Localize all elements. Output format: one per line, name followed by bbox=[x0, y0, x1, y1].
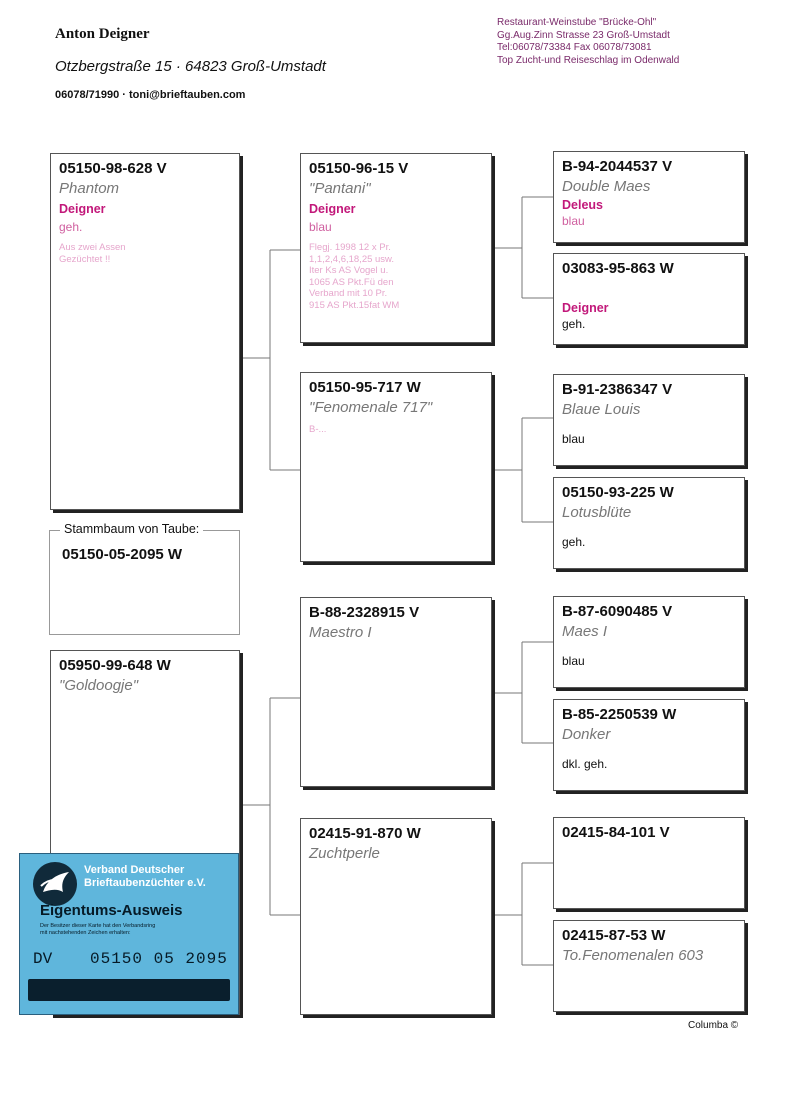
card-note: Der Besitzer dieser Karte hat den Verbandsring mit nachstehenden Zeichen erhalten: bbox=[40, 923, 156, 936]
pedigree-box-fmm[interactable] bbox=[553, 477, 745, 569]
pigeon-note: Flegj. 1998 12 x Pr. 1,1,2,4,6,18,25 usw. Iter Ks AS Vogel u. 1065 AS Pkt.Fü den Verband mit 10 Pr. 915 AS Pkt.15fat WM bbox=[309, 242, 400, 311]
ownership-card bbox=[19, 853, 239, 1015]
ring-number: 05150-96-15 V bbox=[309, 160, 409, 177]
ring-number: 05150-95-717 W bbox=[309, 379, 421, 396]
ring-number: 02415-84-101 V bbox=[562, 824, 670, 841]
pigeon-color: B-... bbox=[309, 424, 327, 435]
pigeon-color: blau bbox=[562, 214, 585, 228]
pedigree-box-mm[interactable] bbox=[300, 818, 492, 1015]
pedigree-box-mfm[interactable] bbox=[553, 699, 745, 791]
pigeon-color: blau bbox=[562, 654, 585, 668]
pigeon-name: Maes I bbox=[562, 623, 608, 640]
pigeon-name: Double Maes bbox=[562, 178, 651, 195]
ring-number: B-94-2044537 V bbox=[562, 158, 673, 175]
pedigree-box-father[interactable] bbox=[50, 153, 240, 510]
footer-credit: Columba © bbox=[688, 1020, 739, 1031]
pigeon-name: To.Fenomenalen 603 bbox=[562, 947, 704, 964]
pedigree-box-mf[interactable] bbox=[300, 597, 492, 787]
pigeon-name: Maestro I bbox=[309, 624, 372, 641]
pigeon-name: Zuchtperle bbox=[309, 845, 380, 862]
pedigree-box-fm[interactable] bbox=[300, 372, 492, 562]
ring-number: 05950-99-648 W bbox=[59, 657, 171, 674]
ring-number: 03083-95-863 W bbox=[562, 260, 674, 277]
ring-number: 02415-91-870 W bbox=[309, 825, 421, 842]
sponsor-line: Restaurant-Weinstube "Brücke-Ohl" bbox=[497, 17, 657, 28]
breeder-name: Deleus bbox=[562, 198, 603, 212]
pigeon-name: "Fenomenale 717" bbox=[309, 399, 433, 416]
stammbaum-ring: 05150-05-2095 W bbox=[62, 546, 183, 563]
pigeon-name: "Goldoogje" bbox=[59, 677, 139, 694]
breeder-name: Deigner bbox=[309, 202, 356, 216]
sponsor-line: Top Zucht-und Reiseschlag im Odenwald bbox=[497, 54, 680, 66]
ring-number: B-87-6090485 V bbox=[562, 603, 673, 620]
pigeon-color: dkl. geh. bbox=[562, 757, 608, 771]
pigeon-name: Blaue Louis bbox=[562, 401, 641, 418]
pigeon-logo-icon bbox=[33, 862, 77, 906]
pedigree-box-ffm[interactable] bbox=[553, 253, 745, 345]
card-ring-number: 05150 05 2095 bbox=[90, 950, 228, 968]
ring-number: 05150-98-628 V bbox=[59, 160, 167, 177]
pedigree-box-fmf[interactable] bbox=[553, 374, 745, 466]
pigeon-color: blau bbox=[562, 432, 585, 446]
pigeon-name: Lotusblüte bbox=[562, 504, 632, 521]
card-pattern-strip bbox=[28, 979, 230, 1001]
pedigree-box-mmm[interactable] bbox=[553, 920, 745, 1012]
card-title: Eigentums-Ausweis bbox=[40, 902, 183, 919]
owner-address: Otzbergstraße 15 · 64823 Groß-Umstadt bbox=[55, 58, 326, 75]
pigeon-color: geh. bbox=[562, 317, 586, 331]
pedigree-box-mmf[interactable] bbox=[553, 817, 745, 909]
owner-contact: 06078/71990 · toni@brieftauben.com bbox=[55, 89, 246, 101]
pedigree-box-mff[interactable] bbox=[553, 596, 745, 688]
pigeon-name: Phantom bbox=[59, 180, 120, 197]
pigeon-note: Aus zwei Assen Gezüchtet !! bbox=[59, 242, 126, 265]
ring-number: 05150-93-225 W bbox=[562, 484, 674, 501]
ring-number: B-91-2386347 V bbox=[562, 381, 673, 398]
sponsor-line: Tel:06078/73384 Fax 06078/73081 bbox=[497, 42, 652, 53]
owner-name: Anton Deigner bbox=[55, 26, 150, 42]
sponsor-line: Gg.Aug.Zinn Strasse 23 Groß-Umstadt bbox=[497, 29, 670, 41]
breeder-name: Deigner bbox=[562, 301, 609, 315]
card-org-line: Verband Deutscher bbox=[84, 864, 185, 876]
pigeon-color: blau bbox=[309, 220, 332, 234]
pedigree-box-ff[interactable] bbox=[300, 153, 492, 343]
ring-number: B-88-2328915 V bbox=[309, 604, 420, 621]
ring-number: 02415-87-53 W bbox=[562, 927, 666, 944]
card-org-line: Brieftaubenzüchter e.V. bbox=[84, 877, 206, 889]
card-organization bbox=[84, 864, 206, 890]
card-dv-code: DV bbox=[33, 950, 53, 968]
breeder-name: Deigner bbox=[59, 202, 106, 216]
pigeon-color: geh. bbox=[59, 220, 83, 234]
ring-number: B-85-2250539 W bbox=[562, 706, 677, 723]
pigeon-name: Donker bbox=[562, 726, 611, 743]
pedigree-box-fff[interactable] bbox=[553, 151, 745, 243]
stammbaum-label: Stammbaum von Taube: bbox=[60, 522, 203, 536]
pigeon-name: "Pantani" bbox=[309, 180, 371, 197]
pigeon-color: geh. bbox=[562, 535, 586, 549]
